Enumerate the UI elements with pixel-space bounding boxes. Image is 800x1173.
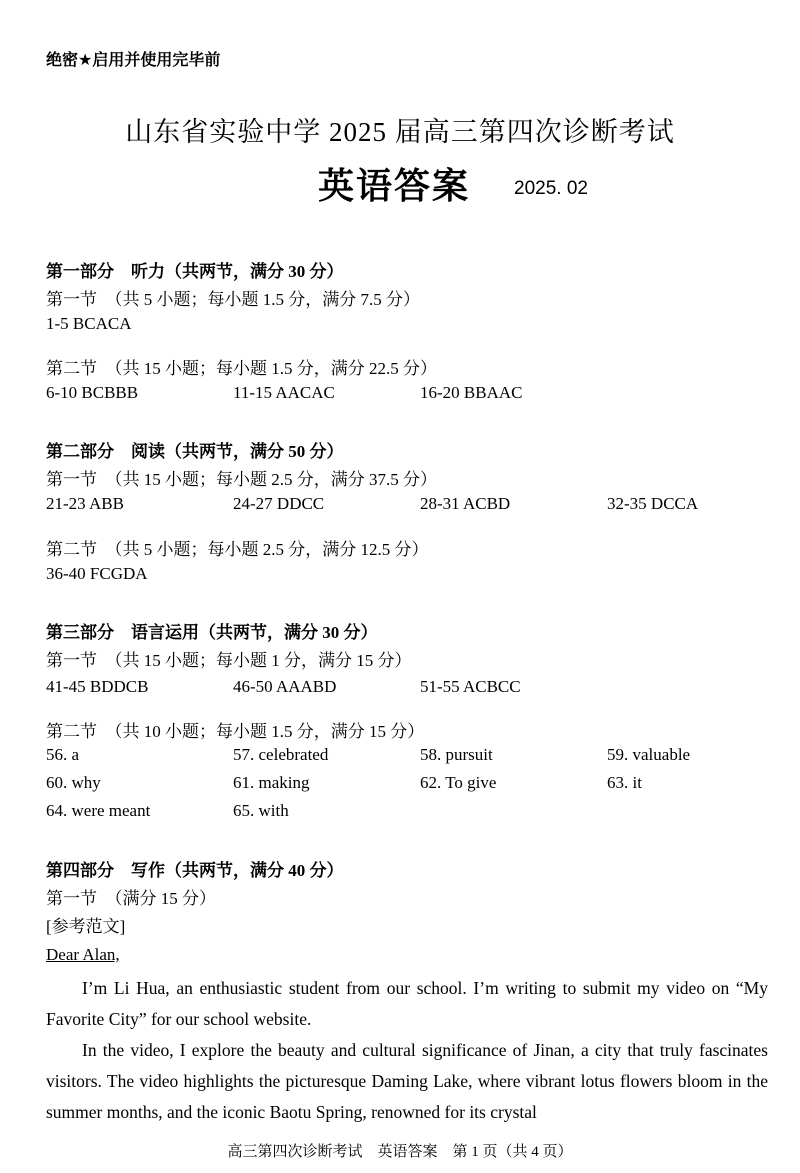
essay-paragraph: I’m Li Hua, an enthusiastic student from our school. I’m writing to submit my video on “My Favorite City” for our school website. xyxy=(46,978,768,1029)
answer-group: 36-40 FCGDA xyxy=(46,564,148,583)
answer-item: 57. celebrated xyxy=(233,745,329,764)
exam-date: 2025. 02 xyxy=(514,178,588,199)
answer-group: 21-23 ABB xyxy=(46,494,124,513)
answer-key-title: 英语答案 xyxy=(318,166,471,207)
answer-group: 6-10 BCBBB xyxy=(46,383,139,402)
answer-item: 62. To give xyxy=(420,773,497,792)
answer-item: 64. were meant xyxy=(46,801,151,820)
answer-item: 59. valuable xyxy=(607,745,691,764)
part3-section1-label: 第一节 （共 15 小题；每小题 1 分，满分 15 分） xyxy=(46,651,412,670)
sample-essay-label: [参考范文] xyxy=(46,917,126,936)
answer-item: 60. why xyxy=(46,773,101,792)
part2-section2-label: 第二节 （共 5 小题；每小题 2.5 分，满分 12.5 分） xyxy=(46,540,429,559)
part4-heading: 第四部分 写作（共两节，满分 40 分） xyxy=(46,861,344,880)
letter-greeting xyxy=(46,945,120,965)
part2-section1-label: 第一节 （共 15 小题；每小题 2.5 分，满分 37.5 分） xyxy=(46,470,437,489)
page-footer: 高三第四次诊断考试 英语答案 第 1 页（共 4 页） xyxy=(227,1144,573,1160)
part3-section2-label: 第二节 （共 10 小题；每小题 1.5 分，满分 15 分） xyxy=(46,722,425,741)
answer-group: 16-20 BBAAC xyxy=(420,383,523,402)
letter-greeting-text: Dear Alan, xyxy=(46,945,120,964)
part1-section1-label: 第一节 （共 5 小题；每小题 1.5 分，满分 7.5 分） xyxy=(46,290,420,309)
answer-group: 51-55 ACBCC xyxy=(420,677,521,696)
part1-heading: 第一部分 听力（共两节，满分 30 分） xyxy=(46,262,344,281)
answer-item: 58. pursuit xyxy=(420,745,493,764)
part1-section2-label: 第二节 （共 15 小题；每小题 1.5 分，满分 22.5 分） xyxy=(46,359,437,378)
answer-group: 41-45 BDDCB xyxy=(46,677,149,696)
part2-heading: 第二部分 阅读（共两节，满分 50 分） xyxy=(46,442,344,461)
answer-item: 61. making xyxy=(233,773,310,792)
answer-group: 46-50 AAABD xyxy=(233,677,337,696)
answer-item: 65. with xyxy=(233,801,289,820)
part4-section1-label: 第一节 （满分 15 分） xyxy=(46,889,216,908)
confidential-notice: 绝密★启用并使用完毕前 xyxy=(46,50,221,69)
answer-group: 1-5 BCACA xyxy=(46,314,132,333)
answer-group: 28-31 ACBD xyxy=(420,494,511,513)
answer-item: 63. it xyxy=(607,773,642,792)
answer-group: 24-27 DDCC xyxy=(233,494,325,513)
answer-group: 32-35 DCCA xyxy=(607,494,699,513)
essay-paragraph: In the video, I explore the beauty and cultural significance of Jinan, a city that truly fascinates visitors. The video highlights the picturesque Daming Lake, where vibrant lotus flowers bloom in the summer months, and the iconic Baotu Spring, renowned for its crystal xyxy=(46,1040,768,1122)
exam-title: 山东省实验中学 2025 届高三第四次诊断考试 xyxy=(125,117,675,147)
answer-item: 56. a xyxy=(46,745,80,764)
answer-group: 11-15 AACAC xyxy=(233,383,335,402)
part3-heading: 第三部分 语言运用（共两节，满分 30 分） xyxy=(46,623,378,642)
